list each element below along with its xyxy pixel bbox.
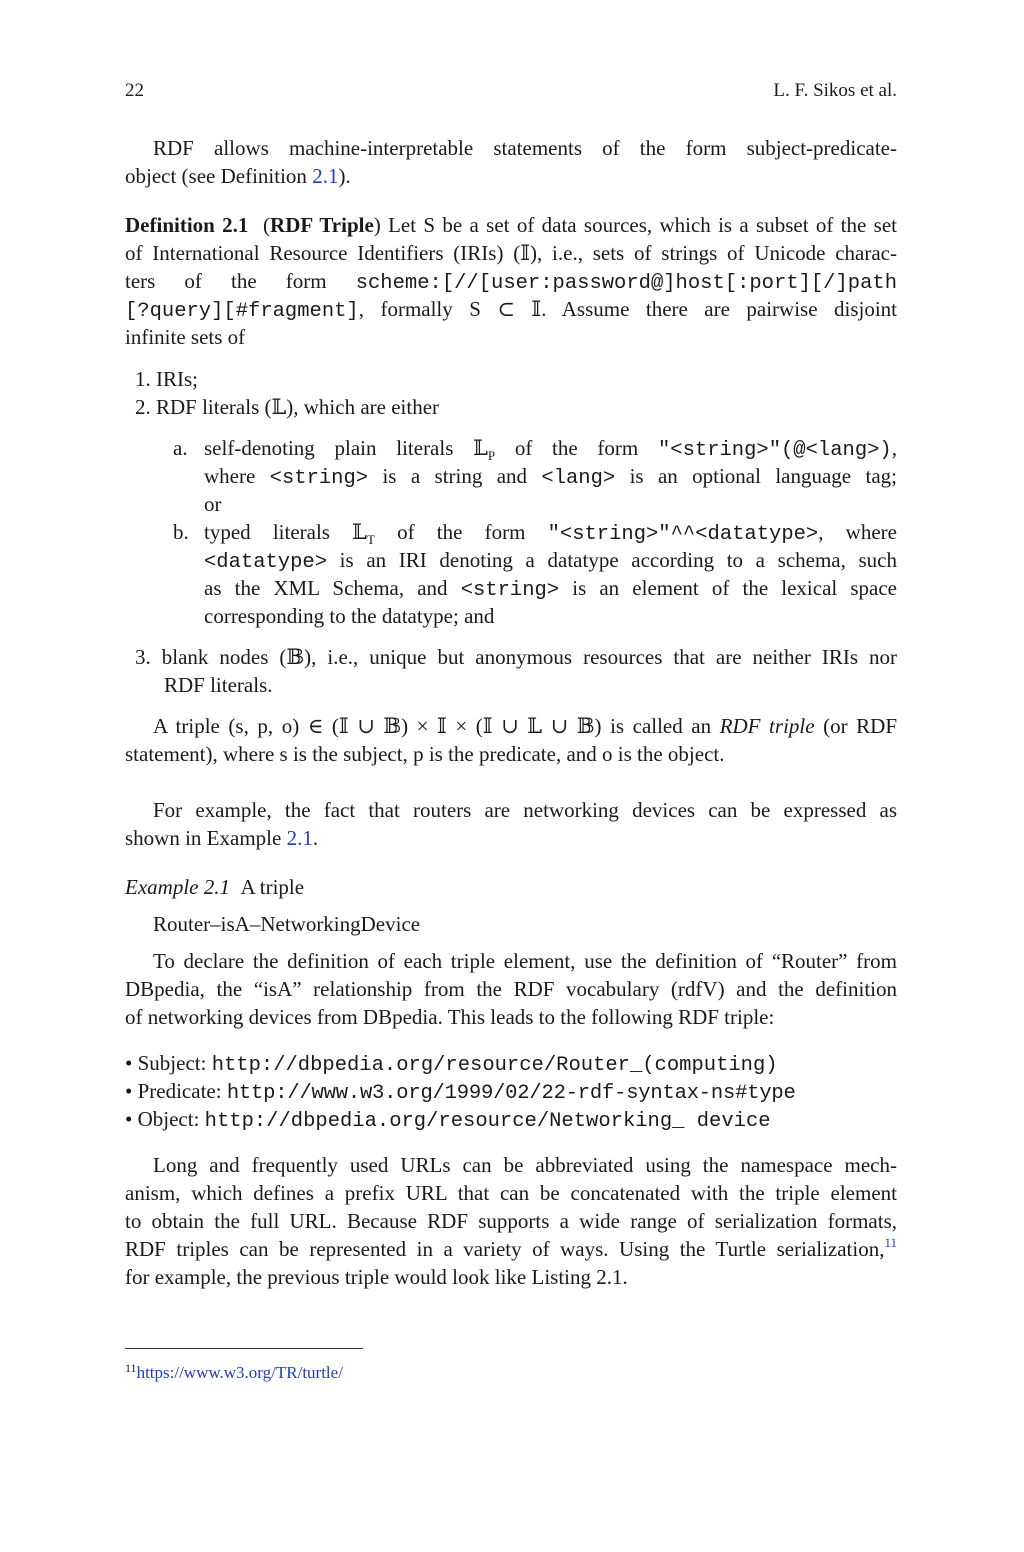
footnote-rule [125, 1348, 363, 1349]
bullet-icon: • [125, 1107, 133, 1131]
footnote [125, 1362, 343, 1385]
example-triple: Router–isA–NetworkingDevice [153, 912, 421, 936]
example-heading [125, 873, 897, 901]
list-item-3-line-2: RDF literals. [164, 673, 273, 697]
example-ref-link[interactable]: 2.1 [286, 826, 313, 850]
bullet-predicate: • Predicate: http://www.w3.org/1999/02/22-rdf-syntax-ns#type [125, 1079, 796, 1105]
para3-line-1: Long and frequently used URLs can be abbreviated using the namespace mech- [153, 1153, 897, 1177]
sublist-a-line-1: self-denoting plain literals 𝕃$_P$ of the form "<string>"(@<lang>), [204, 436, 897, 464]
para3-line-3: to obtain the full URL. Because RDF supports a wide range of serialization formats, [125, 1209, 897, 1233]
sublist-b-line-3: as the XML Schema, and <string> is an element of the lexical space [204, 576, 897, 602]
definition-line-1: Definition 2.1 (RDF Triple) Let S be a set of data sources, which is a subset of the set [125, 213, 897, 237]
definition-title: RDF Triple [270, 213, 374, 237]
definition-label: Definition 2.1 [125, 213, 249, 237]
sublist-b-line-2: <datatype> is an IRI denoting a datatype according to a schema, such [204, 548, 897, 574]
example-title: A triple [240, 875, 305, 899]
sublist-a-line-2: where <string> is a string and <lang> is an optional language tag; [204, 464, 897, 490]
bullet-subject: • Subject: http://dbpedia.org/resource/Router_(computing) [125, 1051, 778, 1077]
sublist-b-line-1: typed literals 𝕃$_T$ of the form "<string>"^^<datatype>, where [204, 520, 897, 548]
sublist-marker-a: a. [173, 436, 188, 460]
example-label: Example 2.1 [125, 875, 230, 899]
page-number: 22 [125, 80, 144, 101]
running-head-authors: L. F. Sikos et al. [773, 80, 897, 101]
example-line-1: To declare the definition of each triple element, use the definition of “Router” from [153, 949, 897, 973]
footnote-url-link[interactable]: https://www.w3.org/TR/turtle/ [136, 1363, 343, 1382]
list-item-1: 1. IRIs; [135, 367, 198, 391]
para3-line-5: for example, the previous triple would look like Listing 2.1. [125, 1265, 628, 1289]
triple-definition-line-2: statement), where s is the subject, p is the predicate, and o is the object. [125, 742, 725, 766]
example-line-2: DBpedia, the “isA” relationship from the RDF vocabulary (rdfV) and the definition [125, 977, 897, 1001]
footnote-ref-link[interactable]: 11 [884, 1235, 897, 1250]
sublist-a-line-3: or [204, 492, 222, 516]
bullet-object: • Object: http://dbpedia.org/resource/Networking_ device [125, 1107, 771, 1133]
bullet-icon: • [125, 1051, 133, 1075]
intro-line-1: RDF allows machine-interpretable statements of the form subject-predicate- [153, 136, 897, 160]
triple-definition-line-1: A triple (s, p, o) ∈ (𝕀 ∪ 𝔹) × 𝕀 × (𝕀 ∪ 𝕃 ∪ 𝔹) is called an RDF triple (or RDF [153, 714, 898, 738]
para3-line-2: anism, which defines a prefix URL that can be concatenated with the triple element [125, 1181, 897, 1205]
sublist-b-line-4: corresponding to the datatype; and [204, 604, 495, 628]
definition-ref-link[interactable]: 2.1 [312, 164, 339, 188]
footnote-number: 11 [125, 1361, 137, 1375]
intro-line-2: object (see Definition 2.1). [125, 164, 351, 188]
para2-line-2: shown in Example 2.1. [125, 826, 319, 850]
bullet-icon: • [125, 1079, 133, 1103]
para2-line-1: For example, the fact that routers are networking devices can be expressed as [153, 798, 897, 822]
para3-line-4: RDF triples can be represented in a variety of ways. Using the Turtle serialization,$^{11}$ [125, 1235, 897, 1261]
sublist-marker-b: b. [173, 520, 189, 544]
list-item-3-line-1: 3. blank nodes (𝔹), i.e., unique but anonymous resources that are neither IRIs nor [135, 645, 897, 669]
definition-line-5: infinite sets of [125, 325, 246, 349]
example-line-3: of networking devices from DBpedia. This leads to the following RDF triple: [125, 1005, 775, 1029]
definition-line-3: ters of the form scheme:[//[user:password@]host[:port][/]path [125, 269, 897, 295]
definition-line-4: [?query][#fragment], formally S ⊂ 𝕀. Assume there are pairwise disjoint [125, 297, 897, 323]
definition-line-2: of International Resource Identifiers (IRIs) (𝕀), i.e., sets of strings of Unicode charac- [125, 241, 897, 265]
list-item-2: 2. RDF literals (𝕃), which are either [135, 395, 440, 419]
